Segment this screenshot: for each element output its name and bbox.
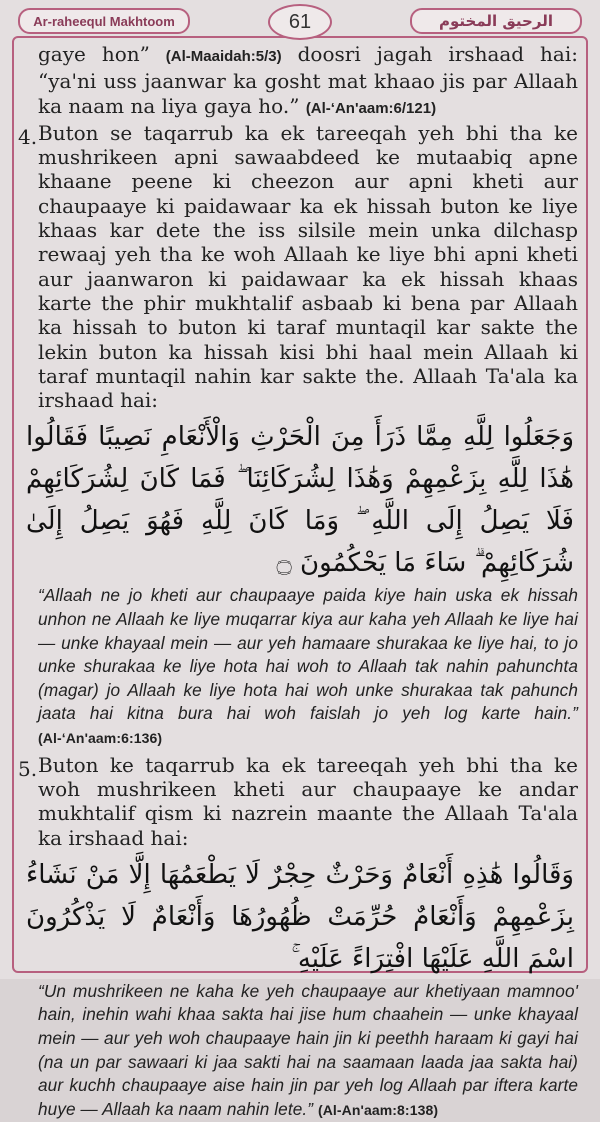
book-title-arabic: الرحيق المختوم bbox=[410, 8, 582, 34]
quran-reference: (Al-‘An'aam:6:136) bbox=[38, 730, 163, 747]
point-text: Buton se taqarrub ka ek tareeqah yeh bhi tha ke mushrikeen apni sawaabdeed ke mutaabiq apne khaane peene ki cheezon aur apni kheti aur chaupaaye ki paidawaar ka ek hissah buton ke liye khaas kar dete the iss silsile mein unka dilchasp rewaaj yeh tha ke woh Allaah ke liye bhi apni kheti aur jaanwaron ki paidawaar ka ek hissah khaas karte the phir mukhtalif asbaab ki bena par Allaah ka hissah to buton ki taraf muntaqil kar sakte the lekin buton ka hissah kisi bhi haal mein Allaah ki taraf muntaqil nahin kar sakte the. Allaah Ta'ala ka irshaad hai: bbox=[38, 120, 578, 413]
intro-text-b: doosri jagah irshaad hai: “ya'ni uss jaanwar ka gosht mat khaao jis par Allaah ka naam na liya gaya ho.” bbox=[38, 42, 578, 118]
quran-reference: (Al-‘An'aam:6/121) bbox=[305, 99, 437, 117]
quran-reference: (Al-An'aam:8:138) bbox=[317, 1101, 439, 1118]
verse-translation bbox=[22, 584, 578, 750]
point-text: Buton ke taqarrub ka ek tareeqah yeh bhi tha ke woh mushrikeen kheti aur chaupaaye ke andar mukhtalif qism ki nazrein maante the Allaah Ta'ala ka irshaad hai: bbox=[38, 752, 578, 850]
point-number: 5. bbox=[18, 756, 38, 781]
verse-translation bbox=[22, 980, 578, 1122]
intro-paragraph bbox=[22, 42, 578, 121]
page-content bbox=[18, 42, 578, 1122]
translation-text: “Allaah ne jo kheti aur chaupaaye paida kiye hain uska ek hissah unhon ne Allaah ke liye muqarrar kiya aur kaha yeh Allaah ke liye hai — unke khayaal mein — aur yeh hamaare shurakaa ke liye hai, to jo unke shurakaa ke liye hota hai woh to Allaah tak nahin pahunchta (magar) jo Allaah ke liye hota hai woh unke shurakaa tak pahunch jaata hai kitna bura hai woh faislah jo yeh log karte hain.” bbox=[38, 585, 578, 724]
book-title-english: Ar-raheequl Makhtoom bbox=[18, 8, 190, 34]
intro-text-a: gaye hon” bbox=[38, 42, 150, 66]
translation-text: “Un mushrikeen ne kaha ke yeh chaupaaye aur khetiyaan mamnoo' hain, inehin wahi khaa sakta hai jise hum chaahein — unke khayaal mein — aur yeh woh chaupaaye hain jin ki peethh haraam ki gayi hai (na un par sawaari ki jaa sakti hai na saamaan laada jaa sakta hai) aur kuchh chaupaaye aise hain jin par yeh log Allaah par iftera karte huye — Allaah ka naam nahin lete.” bbox=[38, 980, 578, 1119]
quran-reference: (Al-Maaidah:5/3) bbox=[165, 48, 282, 65]
arabic-verse: وَجَعَلُوا لِلَّهِ مِمَّا ذَرَأَ مِنَ الْحَرْثِ وَالْأَنْعَامِ نَصِيبًا فَقَالُوا هَٰذَا لِلَّهِ بِزَعْمِهِمْ وَهَٰذَا لِشُرَكَائِنَا ۖ فَمَا كَانَ لِشُرَكَائِهِمْ فَلَا يَصِلُ إِلَى اللَّهِ ۖ وَمَا كَانَ لِلَّهِ فَهُوَ يَصِلُ إِلَىٰ شُرَكَائِهِمْ ۗ سَاءَ مَا يَحْكُمُونَ ۝ bbox=[26, 422, 574, 579]
point-5 bbox=[18, 752, 578, 850]
point-number: 4. bbox=[18, 124, 38, 149]
page-header bbox=[0, 0, 600, 40]
point-4 bbox=[18, 120, 578, 413]
page-number: 61 bbox=[268, 4, 332, 40]
arabic-verse: وَقَالُوا هَٰذِهِ أَنْعَامٌ وَحَرْثٌ حِجْرٌ لَا يَطْعَمُهَا إِلَّا مَنْ نَشَاءُ بِزَعْمِهِمْ وَأَنْعَامٌ حُرِّمَتْ ظُهُورُهَا وَأَنْعَامٌ لَا يَذْكُرُونَ اسْمَ اللَّهِ عَلَيْهَا افْتِرَاءً عَلَيْهِ ۚ bbox=[26, 859, 574, 974]
